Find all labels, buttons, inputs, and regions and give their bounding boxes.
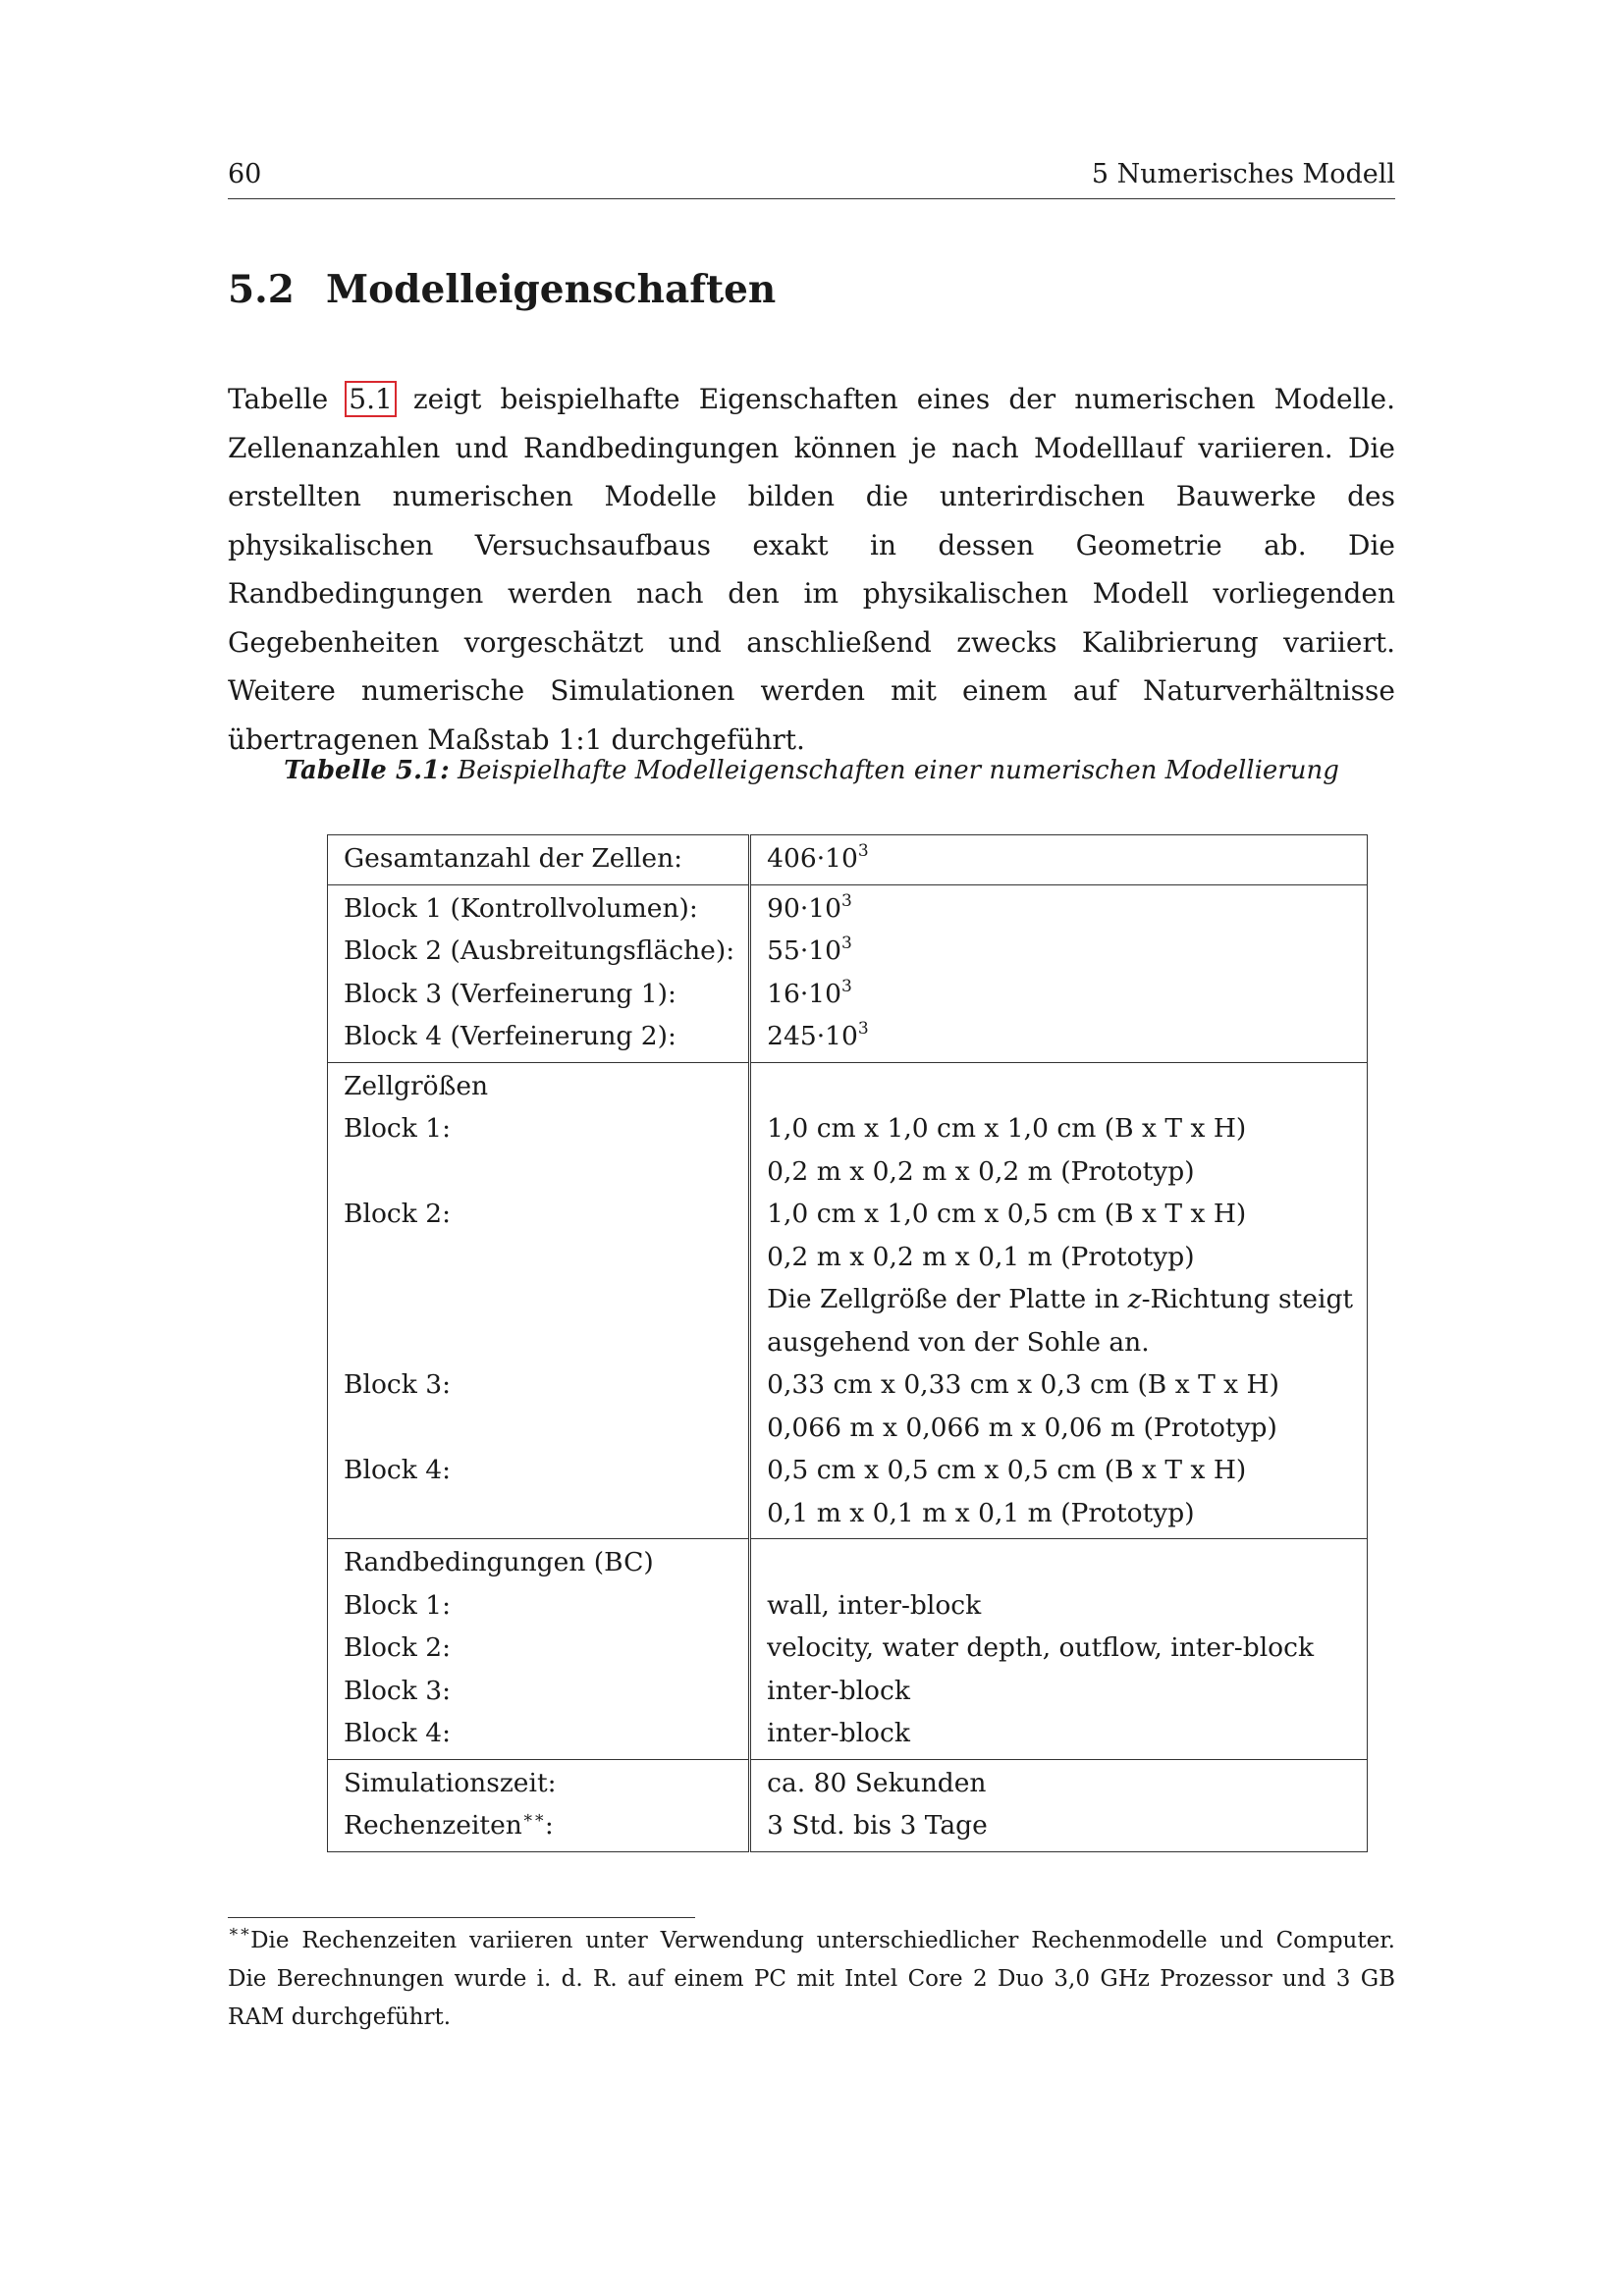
boundary-value: inter-block bbox=[767, 1675, 910, 1706]
cell-size-value: 1,0 cm x 1,0 cm x 1,0 cm (B x T x H) bbox=[767, 1113, 1247, 1144]
cell-size-block-label: Block 1: bbox=[344, 1113, 452, 1144]
table-row bbox=[328, 1539, 1368, 1760]
table-row bbox=[328, 1062, 1368, 1539]
cell-size-value: 0,5 cm x 0,5 cm x 0,5 cm (B x T x H) bbox=[767, 1455, 1247, 1485]
table-cell bbox=[750, 835, 1368, 885]
table-reference-link[interactable]: 5.1 bbox=[349, 383, 393, 415]
cell-size-block-label: Block 4: bbox=[344, 1455, 452, 1485]
cell-size-block-label: Block 2: bbox=[344, 1199, 452, 1229]
table-caption bbox=[228, 756, 1395, 785]
cell-size-value: 0,066 m x 0,066 m x 0,06 m (Prototyp) bbox=[767, 1412, 1277, 1443]
boundary-value: inter-block bbox=[767, 1718, 910, 1748]
table-row bbox=[328, 1759, 1368, 1851]
table-cell bbox=[750, 884, 1368, 1062]
block-count-label: Block 2 (Ausbreitungsfläche): bbox=[344, 935, 735, 966]
block-count-value: $16\cdot 10^3$ bbox=[767, 976, 852, 1009]
section-number: 5.2 bbox=[228, 267, 295, 312]
block-count-label: Block 3 (Verfeinerung 1): bbox=[344, 978, 676, 1009]
paragraph-text: zeigt beispielhafte Eigenschaften eines der numerischen Modelle. Zellenanzahlen und Randbedingungen können je nach Modelllauf variieren. Die erstellten numerischen Modelle bilden die unterirdischen Bauwerke des physikalischen Versuchsaufbaus exakt in dessen Geometrie ab. Die Randbedingungen werden nach den im physikalischen Modell vorliegenden Gegebenheiten vorgeschätzt und anschließend zwecks Kalibrierung variiert. Weitere numerische Simulationen werden mit einem auf Naturverhältnisse übertragenen Maßstab 1:1 durchgeführt. bbox=[228, 383, 1396, 756]
block-count-label: Block 4 (Verfeinerung 2): bbox=[344, 1021, 676, 1051]
boundary-value: velocity, water depth, outflow, inter-block bbox=[767, 1632, 1315, 1663]
table-cell bbox=[328, 1759, 750, 1851]
boundary-block-label: Block 2: bbox=[344, 1632, 452, 1663]
cell-size-value: 0,1 m x 0,1 m x 0,1 m (Prototyp) bbox=[767, 1497, 1195, 1528]
paragraph-lead: Tabelle bbox=[228, 383, 329, 415]
table-row bbox=[328, 884, 1368, 1062]
simulation-time-label: Simulationszeit: bbox=[344, 1767, 557, 1798]
boundary-heading: Randbedingungen (BC) bbox=[344, 1547, 654, 1577]
caption-text: Beispielhafte Modelleigenschaften einer numerischen Modellierung bbox=[458, 756, 1339, 785]
table-cell bbox=[750, 1759, 1368, 1851]
cell-size-value: 0,33 cm x 0,33 cm x 0,3 cm (B x T x H) bbox=[767, 1369, 1279, 1400]
model-properties-table bbox=[327, 834, 1368, 1852]
simulation-time-value: ca. 80 Sekunden bbox=[767, 1767, 987, 1798]
table-row bbox=[328, 835, 1368, 885]
table-cell bbox=[328, 884, 750, 1062]
boundary-block-label: Block 1: bbox=[344, 1589, 452, 1621]
block-count-label: Block 1 (Kontrollvolumen): bbox=[344, 892, 698, 924]
block-count-value: $245\cdot 10^3$ bbox=[767, 1019, 869, 1051]
footnote-divider bbox=[228, 1917, 695, 1918]
compute-time-value: 3 Std. bis 3 Tage bbox=[767, 1810, 988, 1841]
cell-size-note: Die Zellgröße der Platte in z-Richtung steigt bbox=[767, 1284, 1354, 1314]
table-cell bbox=[328, 1062, 750, 1539]
cell-size-value: 1,0 cm x 1,0 cm x 0,5 cm (B x T x H) bbox=[767, 1199, 1247, 1229]
block-count-value: $90\cdot 10^3$ bbox=[767, 890, 852, 924]
total-cells-value: $406\cdot 10^3$ bbox=[767, 841, 869, 874]
running-chapter-title: 5 Numerisches Modell bbox=[1091, 159, 1395, 189]
boundary-block-label: Block 3: bbox=[344, 1675, 452, 1706]
page-header bbox=[228, 159, 1395, 199]
boundary-value: wall, inter-block bbox=[767, 1589, 982, 1621]
table-cell bbox=[328, 1539, 750, 1760]
caption-label: Tabelle 5.1: bbox=[284, 756, 450, 785]
footnote-marker: ∗∗ bbox=[521, 1808, 545, 1828]
section-title: Modelleigenschaften bbox=[326, 267, 777, 312]
section-heading bbox=[228, 267, 776, 312]
compute-time-label: Rechenzeiten∗∗: bbox=[344, 1808, 554, 1841]
cell-size-value: 0,2 m x 0,2 m x 0,1 m (Prototyp) bbox=[767, 1241, 1195, 1272]
table-cell bbox=[328, 835, 750, 885]
footnote-marker: ∗∗ bbox=[228, 1922, 251, 1942]
table-cell bbox=[750, 1062, 1368, 1539]
block-count-value: $55\cdot 10^3$ bbox=[767, 934, 852, 966]
cell-size-block-label: Block 3: bbox=[344, 1369, 452, 1400]
page-number: 60 bbox=[228, 159, 262, 189]
cell-size-note: ausgehend von der Sohle an. bbox=[767, 1326, 1150, 1358]
body-paragraph bbox=[228, 375, 1395, 764]
cell-sizes-heading: Zellgrößen bbox=[344, 1070, 489, 1101]
footnote bbox=[228, 1922, 1395, 2037]
boundary-block-label: Block 4: bbox=[344, 1718, 452, 1748]
footnote-text: Die Rechenzeiten variieren unter Verwendung unterschiedlicher Rechenmodelle und Computer. Die Berechnungen wurde i. d. R. auf einem PC mit Intel Core 2 Duo 3,0 GHz Prozessor und 3 GB RAM durchgeführt. bbox=[228, 1928, 1395, 2030]
table-cell bbox=[750, 1539, 1368, 1760]
cell-size-value: 0,2 m x 0,2 m x 0,2 m (Prototyp) bbox=[767, 1155, 1195, 1187]
total-cells-label: Gesamtanzahl der Zellen: bbox=[344, 843, 683, 874]
